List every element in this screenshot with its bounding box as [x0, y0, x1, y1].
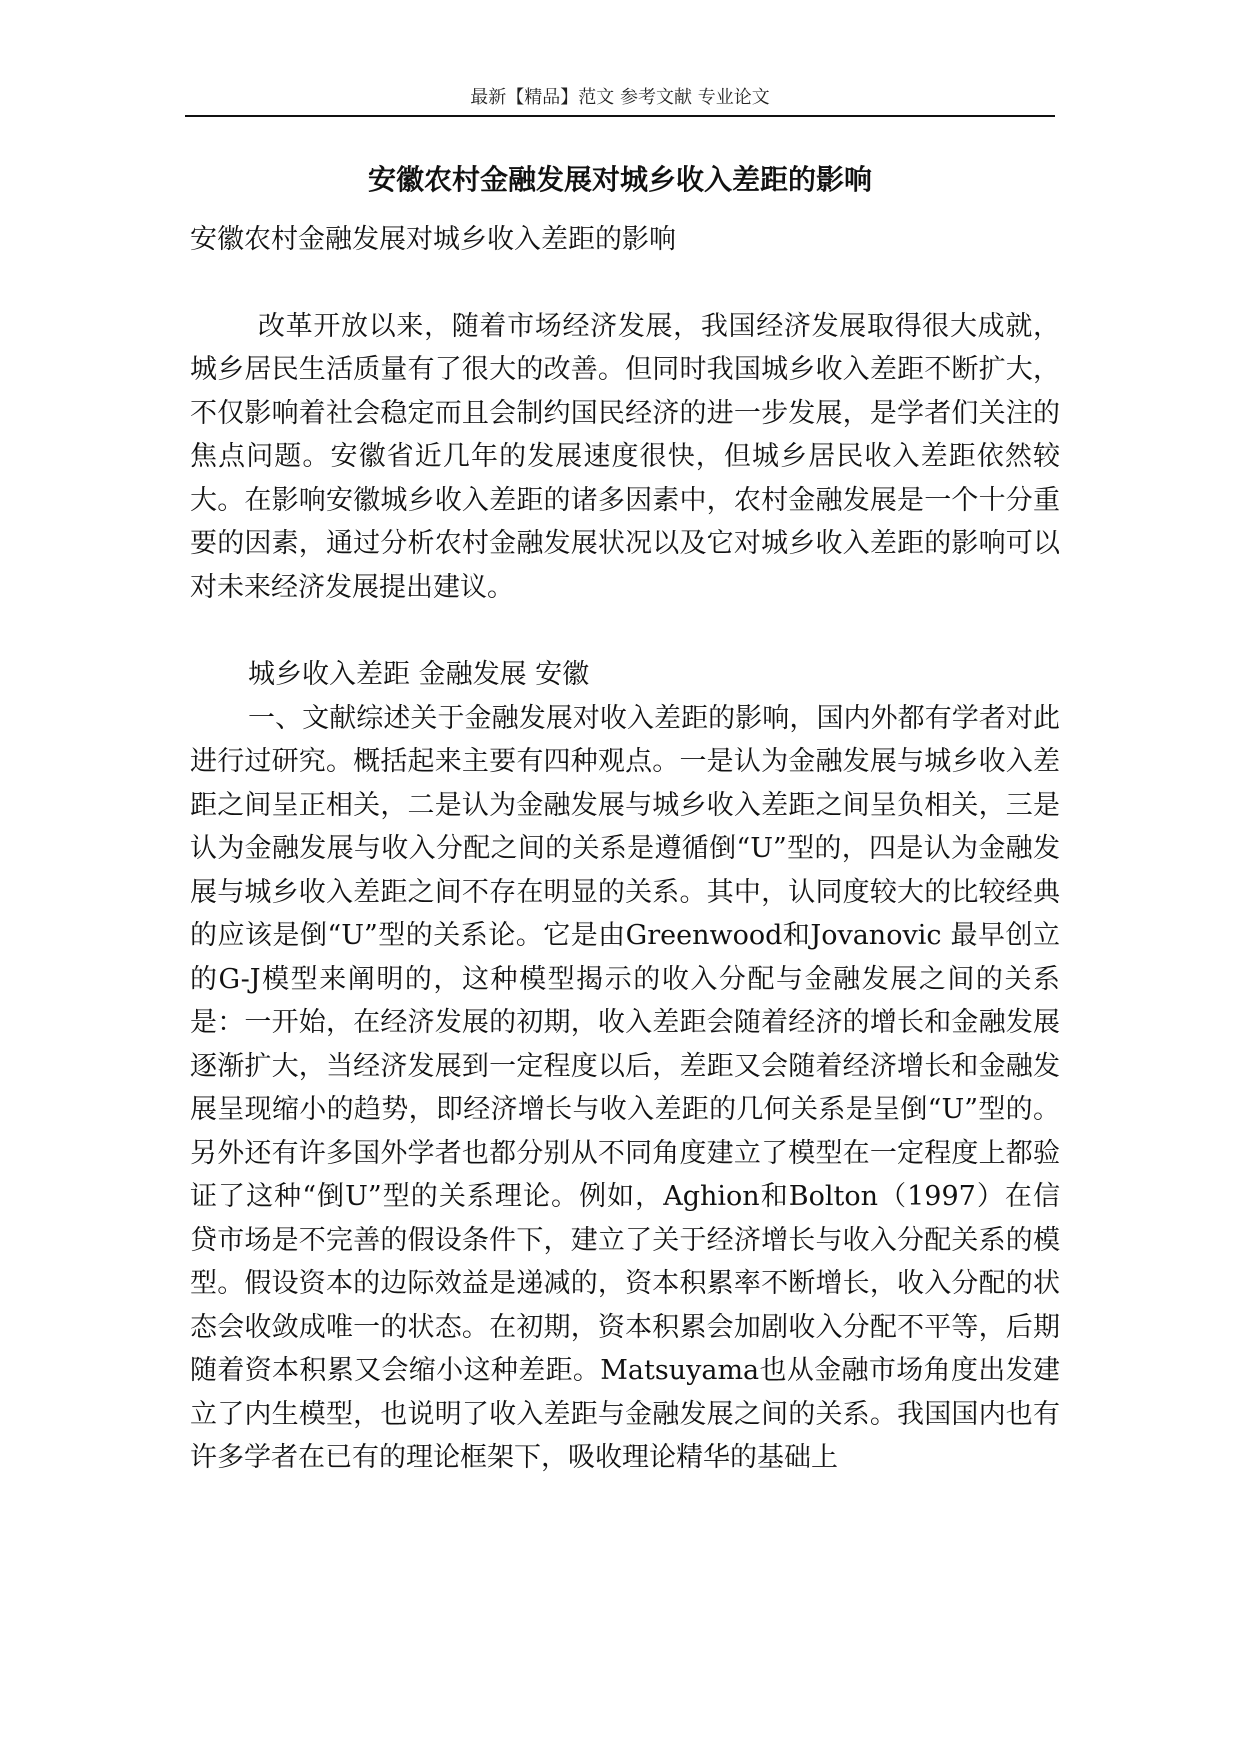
section-1-paragraph: 一、文献综述关于金融发展对收入差距的影响，国内外都有学者对此进行过研究。概括起来主要有四种观点。一是认为金融发展与城乡收入差距之间呈正相关，二是认为金融发展与城乡收入差距之间呈负相关，三是认为金融发展与收入分配之间的关系是遵循倒“U”型的，四是认为金融发展与城乡收入差距之间不存在明显的关系。其中，认同度较大的比较经典的应该是倒“U”型的关系论。它是由Greenwood和Jovanovic 最早创立的G-J模型来阐明的，这种模型揭示的收入分配与金融发展之间的关系是：一开始，在经济发展的初期，收入差距会随着经济的增长和金融发展逐渐扩大，当经济发展到一定程度以后，差距又会随着经济增长和金融发展呈现缩小的趋势，即经济增长与收入差距的几何关系是呈倒“U”型的。另外还有许多国外学者也都分别从不同角度建立了模型在一定程度上都验证了这种“倒U”型的关系理论。例如，Aghion和Bolton（1997）在信贷市场是不完善的假设条件下，建立了关于经济增长与收入分配关系的模型。假设资本的边际效益是递减的，资本积累率不断增长，收入分配的状态会收敛成唯一的状态。在初期，资本积累会加剧收入分配不平等，后期随着资本积累又会缩小这种差距。Matsuyama也从金融市场角度出发建立了内生模型，也说明了收入差距与金融发展之间的关系。我国国内也有许多学者在已有的理论框架下，吸收理论精华的基础上 [190, 702, 1060, 1473]
abstract-paragraph: 改革开放以来，随着市场经济发展，我国经济发展取得很大成就，城乡居民生活质量有了很大的改善。但同时我国城乡收入差距不断扩大，不仅影响着社会稳定而且会制约国民经济的进一步发展，是学者们关注的焦点问题。安徽省近几年的发展速度很快，但城乡居民收入差距依然较大。在影响安徽城乡收入差距的诸多因素中，农村金融发展是一个十分重要的因素，通过分析农村金融发展状况以及它对城乡收入差距的影响可以对未来经济发展提出建议。 [190, 310, 1060, 603]
keywords-line: 城乡收入差距 金融发展 安徽 [248, 659, 590, 690]
document-body [190, 218, 1060, 1480]
document-title: 安徽农村金融发展对城乡收入差距的影响 [367, 163, 872, 196]
page-header: 最新【精品】范文 参考文献 专业论文 [470, 87, 770, 108]
document-subtitle: 安徽农村金融发展对城乡收入差距的影响 [190, 224, 676, 255]
header-divider [185, 115, 1055, 117]
